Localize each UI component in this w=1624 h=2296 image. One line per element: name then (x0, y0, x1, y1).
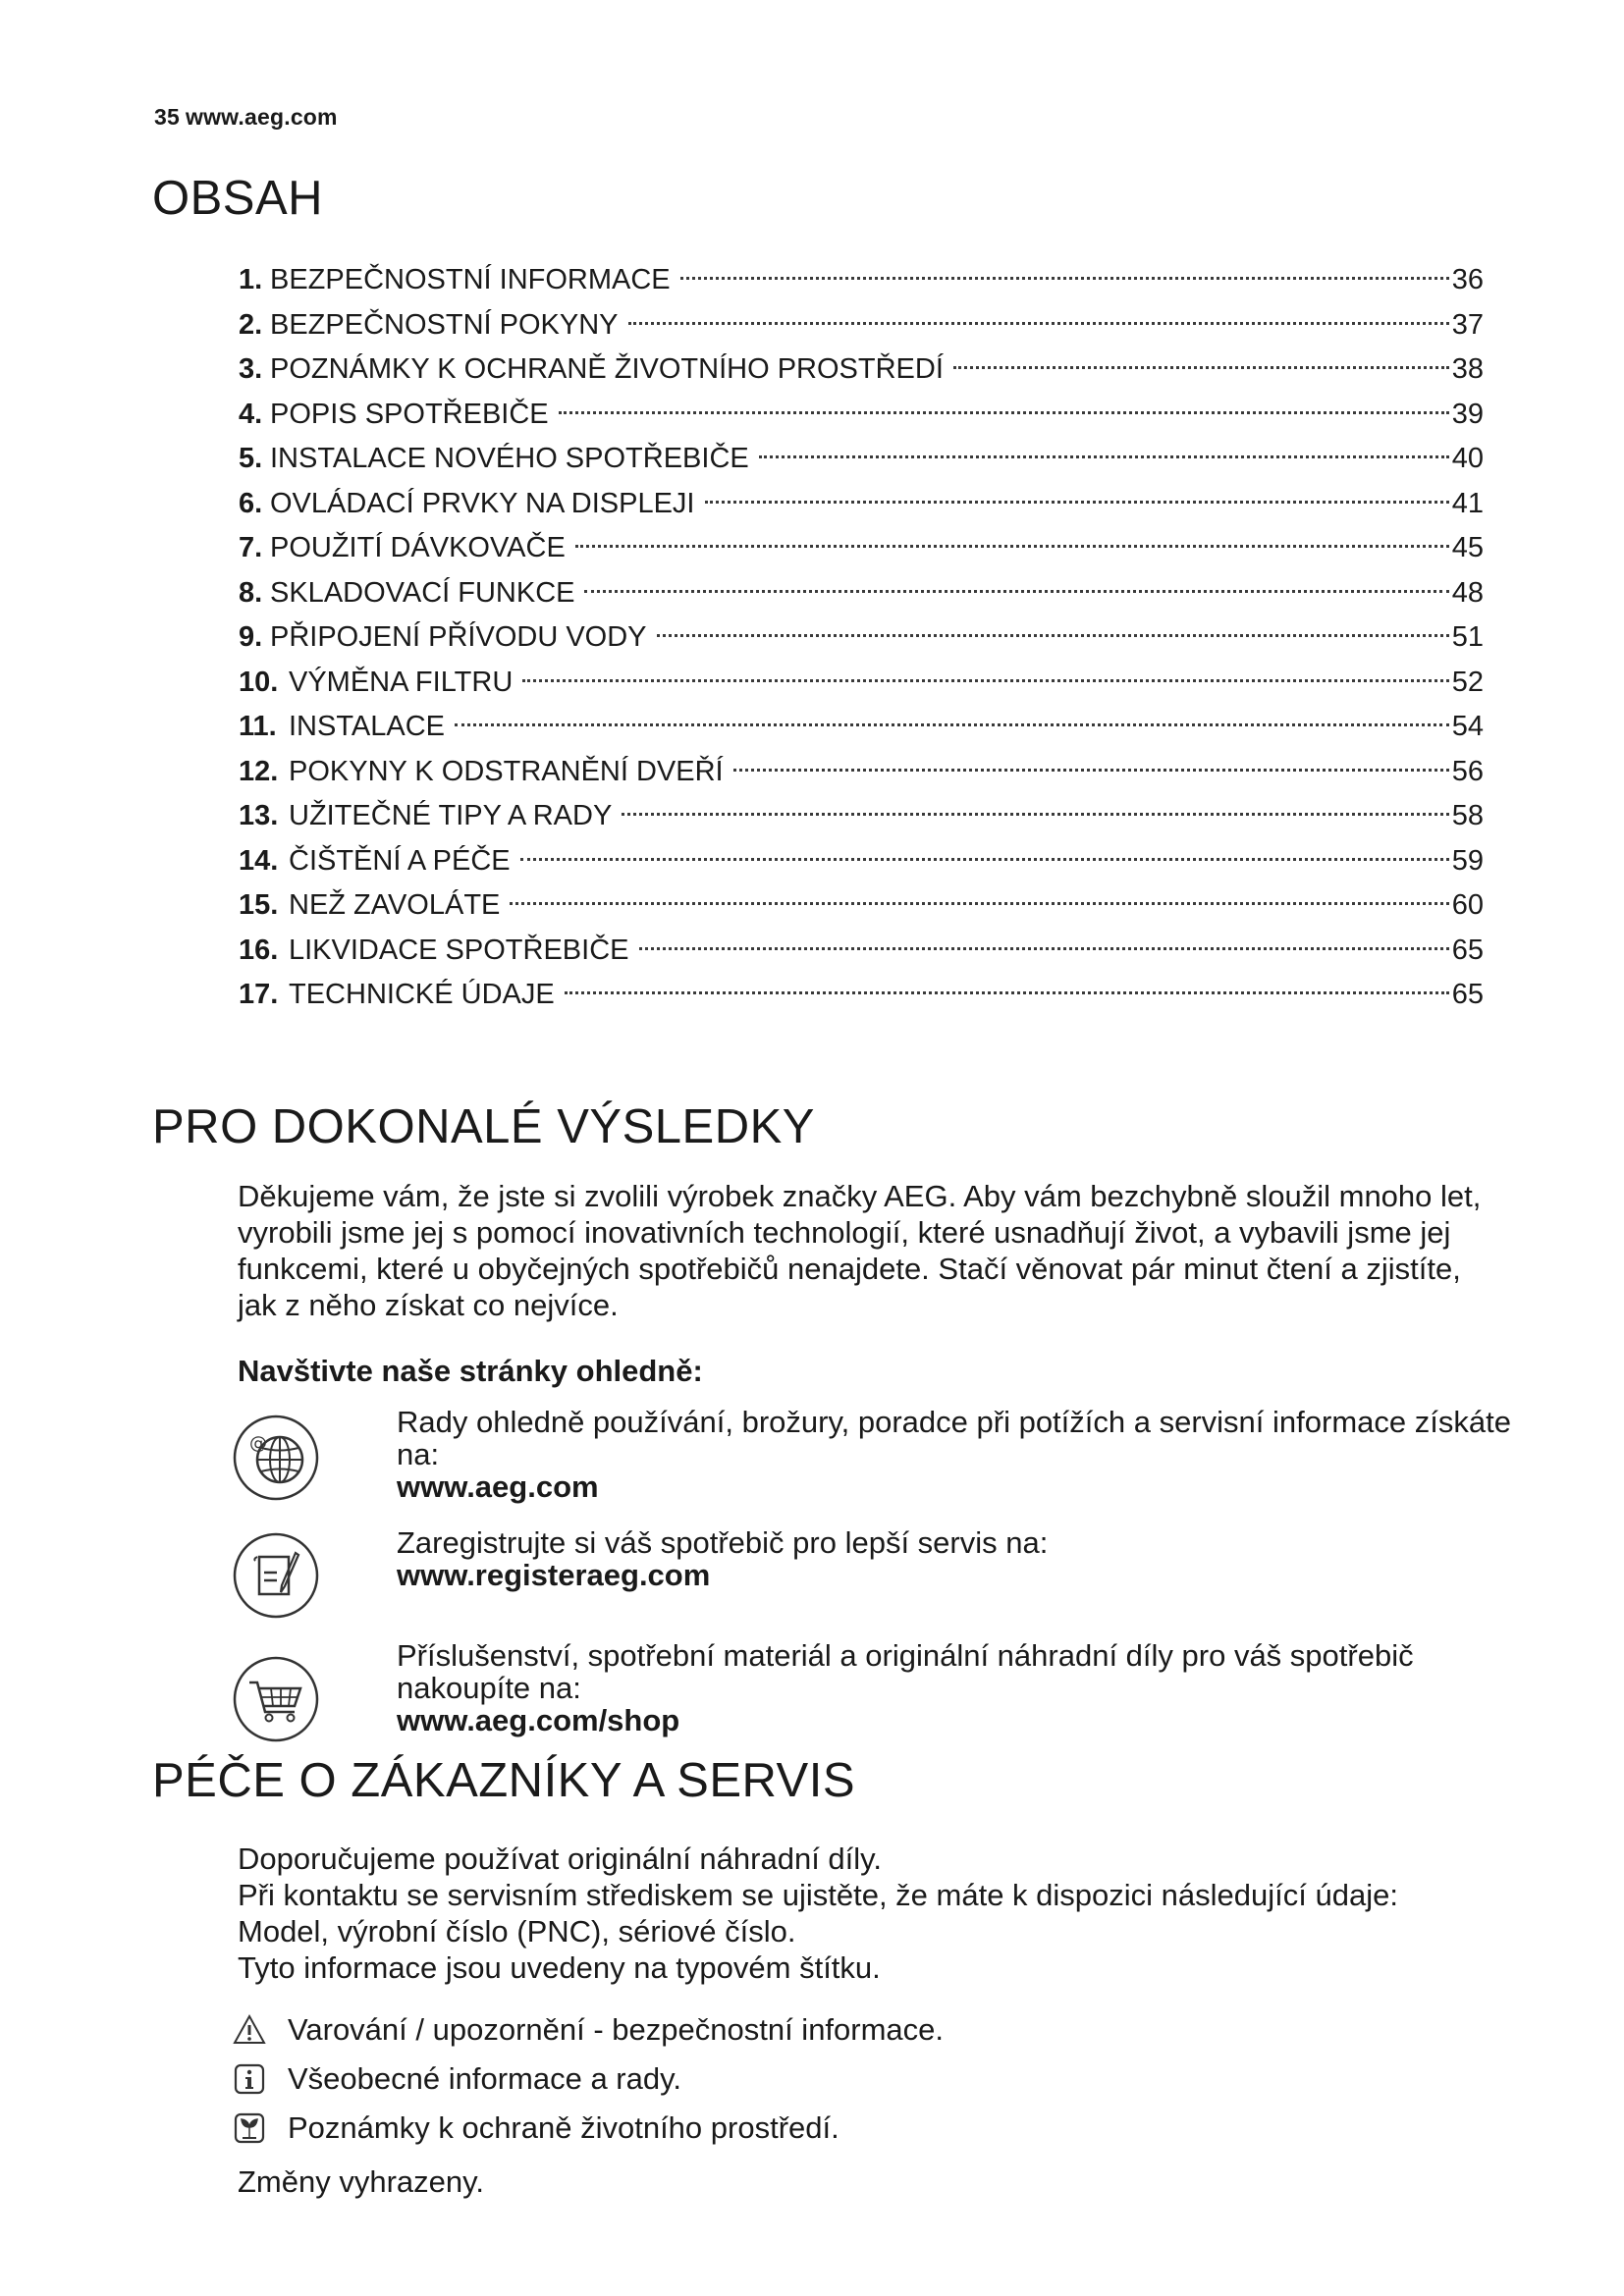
toc-number: 17. (239, 979, 279, 1010)
toc-leader (455, 695, 1449, 726)
toc-page-number: 39 (1451, 398, 1484, 430)
toc-leader (759, 427, 1449, 458)
toc-leader (628, 294, 1449, 325)
toc-item-title: OVLÁDACÍ PRVKY NA DISPLEJI (270, 487, 695, 519)
legend-item-warning (233, 2005, 944, 2055)
toc-item-title: POZNÁMKY K OCHRANĚ ŽIVOTNÍHO PROSTŘEDÍ (270, 353, 944, 385)
toc-number: 10. (239, 666, 279, 698)
service-paragraph (238, 1841, 1494, 1986)
visit-heading: Navštivte naše stránky ohledně: (238, 1354, 703, 1388)
globe-icon (232, 1414, 320, 1502)
intro-paragraph: Děkujeme vám, že jste si zvolili výrobek značky AEG. Aby vám bezchybně sloužil mnoho let, vyrobili jsme jej s pomocí inovativních technologií, které usnadňují život, a vybavili jsme jej funkcemi, které u obyčejných spotřebičů nenajdete. Stačí věnovat pár minut čtení a zjistíte, jak z něho získat co nejvíce. (238, 1179, 1482, 1322)
toc-number: 11. (239, 711, 277, 742)
service-line-3: Tyto informace jsou uvedeny na typovém štítku. (238, 1950, 881, 1985)
toc-item-title: SKLADOVACÍ FUNKCE (270, 576, 575, 609)
toc-page-number: 65 (1451, 934, 1484, 966)
toc-number: 13. (239, 800, 279, 831)
toc-leader (733, 740, 1449, 772)
toc-leader (565, 963, 1449, 994)
legend-item-environment (233, 2104, 944, 2153)
register-icon (232, 1531, 320, 1620)
toc-page-number: 41 (1451, 487, 1484, 519)
toc-leader (657, 606, 1449, 637)
toc-number: 8. (239, 576, 263, 609)
toc-item-title: INSTALACE NOVÉHO SPOTŘEBIČE (270, 443, 749, 474)
section-title-results: PRO DOKONALÉ VÝSLEDKY (152, 1100, 815, 1153)
legend-item-info (233, 2055, 944, 2104)
toc-number: 3. (239, 353, 263, 385)
toc-page-number: 54 (1451, 711, 1484, 742)
web-link-text (397, 1406, 1516, 1503)
shop-link-text (397, 1639, 1516, 1736)
service-line-1: Doporučujeme používat originální náhradní díly. (238, 1842, 882, 1876)
toc-number: 15. (239, 889, 279, 921)
toc-leader (522, 651, 1448, 682)
symbol-legend (233, 2005, 944, 2153)
toc-page-number: 40 (1451, 443, 1484, 474)
toc-item-title: VÝMĚNA FILTRU (289, 666, 514, 698)
toc-number: 2. (239, 308, 263, 341)
toc-item-title: ČIŠTĚNÍ A PÉČE (289, 844, 511, 877)
table-of-contents (239, 257, 1484, 1017)
register-description: Zaregistrujte si váš spotřebič pro lepší servis na: (397, 1525, 1049, 1560)
toc-title: OBSAH (152, 172, 324, 225)
toc-item-title: BEZPEČNOSTNÍ POKYNY (270, 308, 619, 341)
legend-info-label: Všeobecné informace a rady. (288, 2061, 681, 2096)
shop-description: Příslušenství, spotřební materiál a originální náhradní díly pro váš spotřebič nakoupíte na: (397, 1638, 1414, 1705)
toc-page-number: 48 (1451, 576, 1484, 609)
legend-warning-label: Varování / upozornění - bezpečnostní informace. (288, 2012, 945, 2047)
toc-leader (639, 919, 1449, 950)
toc-item-title: INSTALACE (289, 711, 446, 742)
toc-page-number: 58 (1451, 800, 1484, 831)
toc-page-number: 36 (1451, 264, 1484, 295)
web-url-link[interactable]: www.aeg.com (397, 1469, 599, 1504)
web-description: Rady ohledně používání, brožury, poradce při potížích a servisní informace získáte na: (397, 1405, 1511, 1471)
toc-item-title: POUŽITÍ DÁVKOVAČE (270, 532, 566, 563)
toc-item-title: POKYNY K ODSTRANĚNÍ DVEŘÍ (289, 755, 724, 787)
page-number: 35 (154, 104, 180, 130)
toc-page-number: 51 (1451, 621, 1484, 653)
toc-item-title: NEŽ ZAVOLÁTE (289, 889, 501, 921)
shopping-cart-icon (232, 1655, 320, 1743)
warning-icon (233, 2013, 266, 2047)
svg-text:@: @ (249, 1433, 267, 1454)
toc-number: 5. (239, 443, 263, 474)
toc-leader (622, 784, 1448, 816)
toc-number: 6. (239, 487, 263, 519)
toc-leader (510, 874, 1448, 905)
toc-page-number: 59 (1451, 844, 1484, 877)
shop-url-link[interactable]: www.aeg.com/shop (397, 1703, 680, 1737)
toc-leader (953, 338, 1449, 369)
toc-item-title: PŘIPOJENÍ PŘÍVODU VODY (270, 621, 647, 653)
toc-page-number: 65 (1451, 979, 1484, 1010)
changes-note: Změny vyhrazeny. (238, 2164, 484, 2199)
toc-number: 9. (239, 621, 263, 653)
toc-page-number: 38 (1451, 353, 1484, 385)
register-url-link[interactable]: www.registeraeg.com (397, 1558, 711, 1592)
toc-number: 16. (239, 934, 279, 966)
toc-item-title: BEZPEČNOSTNÍ INFORMACE (270, 264, 671, 295)
toc-page-number: 45 (1451, 532, 1484, 563)
page-header (154, 104, 338, 131)
toc-leader (559, 383, 1449, 414)
toc-page-number: 52 (1451, 666, 1484, 698)
toc-item-title: POPIS SPOTŘEBIČE (270, 398, 549, 430)
environment-icon (233, 2111, 266, 2145)
info-icon (233, 2062, 266, 2096)
toc-number: 7. (239, 532, 263, 563)
toc-number: 14. (239, 844, 279, 877)
toc-page-number: 60 (1451, 889, 1484, 921)
toc-page-number: 37 (1451, 308, 1484, 341)
toc-item-title: TECHNICKÉ ÚDAJE (289, 979, 555, 1010)
section-title-service: PÉČE O ZÁKAZNÍKY A SERVIS (152, 1754, 856, 1807)
toc-number: 12. (239, 755, 279, 787)
service-line-2: Při kontaktu se servisním střediskem se ujistěte, že máte k dispozici následující údaje: Model, výrobní číslo (PNC), sériové číslo. (238, 1878, 1398, 1949)
toc-page-number: 56 (1451, 755, 1484, 787)
toc-item-title: LIKVIDACE SPOTŘEBIČE (289, 934, 629, 966)
site-url[interactable]: www.aeg.com (185, 104, 338, 130)
toc-number: 4. (239, 398, 263, 430)
toc-leader (680, 248, 1449, 280)
toc-number: 1. (239, 264, 263, 295)
legend-environment-label: Poznámky k ochraně životního prostředí. (288, 2110, 839, 2145)
toc-leader (584, 561, 1448, 593)
toc-leader (520, 829, 1449, 861)
toc-leader (575, 516, 1449, 548)
toc-leader (705, 472, 1449, 504)
toc-item-17[interactable] (239, 972, 1484, 1017)
register-link-text (397, 1526, 1516, 1591)
toc-item-title: UŽITEČNÉ TIPY A RADY (289, 800, 613, 831)
